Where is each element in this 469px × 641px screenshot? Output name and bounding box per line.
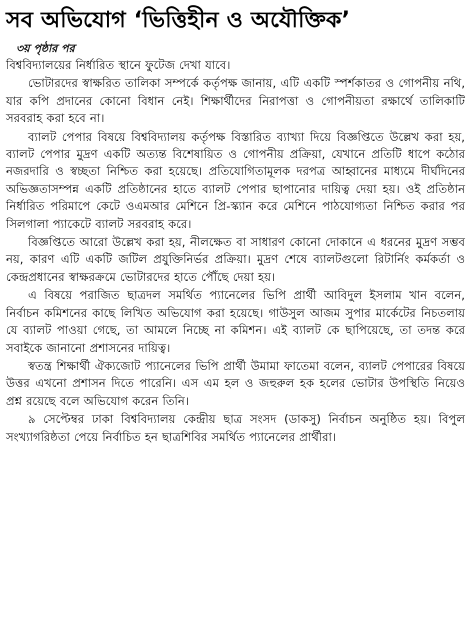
article-paragraph-7: ৯ সেপ্টেম্বর ঢাকা বিশ্ববিদ্যালয় কেন্দ্রীয় ছাত্র সংসদ (ডাকসু) নির্বাচন অনুষ্ঠিত হয়। বিপুল সংখ্যাগরিষ্ঠতা পেয়ে নির্বাচিত হন ছাত্রশিবির সমর্থিত প্যানেলের প্রার্থীরা।: [6, 412, 465, 444]
article-paragraph-2: ভোটারদের স্বাক্ষরিত তালিকা সম্পর্কে কর্তৃপক্ষ জানায়, এটি একটি স্পর্শকাতর ও গোপনীয় নথি, যার কপি প্রদানের কোনো বিধান নেই। শিক্ষার্থীদের নিরাপত্তা ও গোপনীয়তা রক্ষার্থে তালিকাটি সরবরাহ করা হবে না।: [6, 76, 465, 126]
article-paragraph-1: বিশ্ববিদ্যালয়ের নির্ধারিত স্থানে ফুটেজ দেখা যাবে।: [6, 58, 231, 72]
article-headline: সব অভিযোগ ‘ভিত্তিহীন ও অযৌক্তিক’: [6, 8, 351, 33]
article-paragraph-3: ব্যালট পেপার বিষয়ে বিশ্ববিদ্যালয় কর্তৃপক্ষ বিস্তারিত ব্যাখ্যা দিয়ে বিজ্ঞপ্তিতে উল্লেখ করা হয়, ব্যালট পেপার মুদ্রণ একটি অত্যন্ত বিশেষায়িত ও গোপনীয় প্রক্রিয়া, যেখানে প্রতিটি ধাপে কঠোর নজরদারি ও স্বচ্ছতা নিশ্চিত করা হয়েছে। প্রতিযোগিতামূলক দরপত্র আহ্বানের মাধ্যমে দীর্ঘদিনের অভিজ্ঞতাসম্পন্ন একটি প্রতিষ্ঠানের হাতে ব্যালট পেপার ছাপানোর দায়িত্ব দেয়া হয়। ওই প্রতিষ্ঠান নির্ধারিত পরিমাপে কেটে ওএমআর মেশিনে প্রি-স্ক্যান করে মেশিনে পাঠযোগ্যতা নিশ্চিত করার পর সিলগালা প্যাকেটে ব্যালট সরবরাহ করে।: [6, 129, 465, 231]
article-paragraph-6: স্বতন্ত্র শিক্ষার্থী ঐক্যজোট প্যানেলের ভিপি প্রার্থী উমামা ফাতেমা বলেন, ব্যালট পেপারের বিষয়ে উত্তর এখনো প্রশাসন দিতে পারেনি। এস এম হল ও জহুরুল হক হলের ভোটার উপস্থিতি নিয়েও প্রশ্ন রয়েছে বলে অভিযোগ করেন তিনি।: [6, 358, 465, 408]
continued-from-note: ৩য় পৃষ্ঠার পর: [16, 42, 75, 55]
article-paragraph-5: এ বিষয়ে পরাজিত ছাত্রদল সমর্থিত প্যানেলের ভিপি প্রার্থী আবিদুল ইসলাম খান বলেন, নির্বাচন কমিশনের কাছে লিখিত অভিযোগ করা হয়েছে। গাউসুল আজম সুপার মার্কেটের নিচতলায় যে ব্যালট পাওয়া গেছে, তা আমলে নিচ্ছে না কমিশন। এই ব্যালট কে ছাপিয়েছে, তা তদন্ত করে সবাইকে জানানো প্রশাসনের দায়িত্ব।: [6, 288, 465, 355]
article-paragraph-4: বিজ্ঞপ্তিতে আরো উল্লেখ করা হয়, নীলক্ষেত বা সাধারণ কোনো দোকানে এ ধরনের মুদ্রণ সম্ভব নয়, কারণ এটি একটি জটিল প্রযুক্তিনির্ভর প্রক্রিয়া। মুদ্রণ শেষে ব্যালটগুলো রিটার্নিং কর্মকর্তা ও কেন্দ্রপ্রধানের স্বাক্ষরক্রমে ভোটারদের হাতে পৌঁছে দেয়া হয়।: [6, 235, 465, 284]
